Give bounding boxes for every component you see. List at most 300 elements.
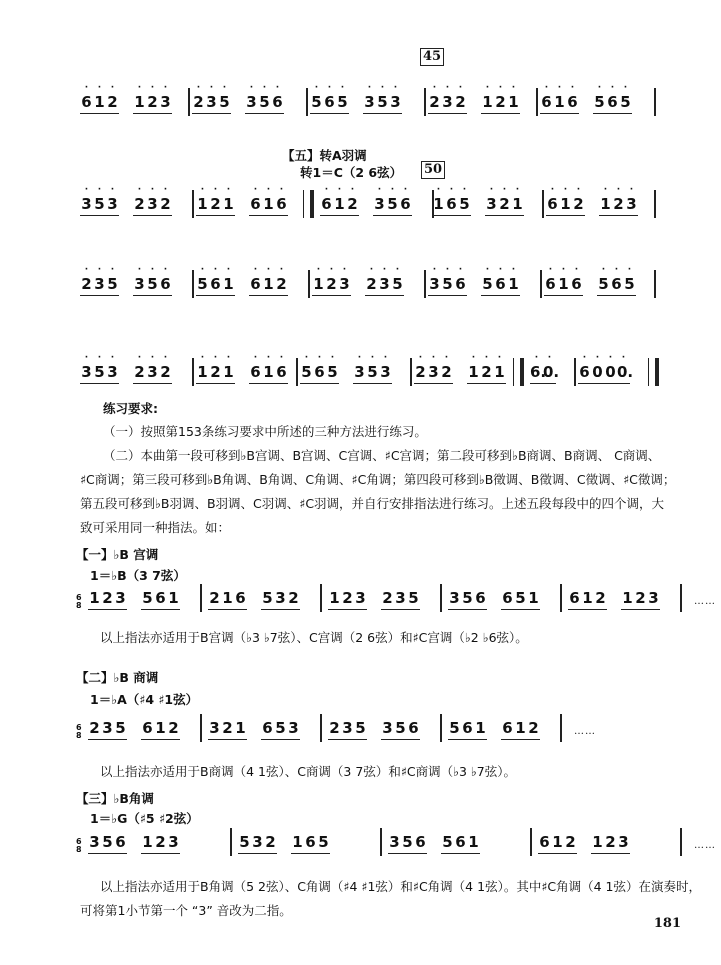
note: 1 · bbox=[558, 265, 569, 293]
beam-group bbox=[133, 83, 172, 111]
continuation: …… bbox=[694, 596, 716, 607]
note: 2 bbox=[168, 719, 179, 737]
octave-dot: · bbox=[110, 265, 115, 275]
note: 1 bbox=[292, 833, 303, 851]
beam-group bbox=[80, 185, 119, 213]
beam-group bbox=[530, 353, 560, 381]
note: 5 · bbox=[387, 185, 398, 213]
note: 3 · bbox=[134, 265, 145, 293]
octave-dot: · bbox=[163, 83, 168, 93]
note: 6 bbox=[235, 589, 246, 607]
barline bbox=[192, 190, 194, 218]
note: 3 · bbox=[390, 83, 401, 111]
note: 6 bbox=[455, 833, 466, 851]
note: 5 · bbox=[459, 185, 470, 213]
octave-dot: · bbox=[200, 353, 205, 363]
octave-dot: · bbox=[548, 265, 553, 275]
beam-group bbox=[261, 720, 300, 736]
note: 3 · bbox=[429, 265, 440, 293]
note: 2 bbox=[342, 589, 353, 607]
measure bbox=[88, 720, 194, 736]
final-barline bbox=[648, 358, 659, 386]
note: 2 · bbox=[107, 83, 118, 111]
beam-group bbox=[196, 353, 235, 381]
measure bbox=[540, 83, 646, 111]
octave-dot: · bbox=[418, 353, 423, 363]
beam-group bbox=[363, 83, 402, 111]
octave-dot: · bbox=[608, 353, 613, 363]
note: 2 · bbox=[81, 265, 92, 293]
octave-dot: · bbox=[458, 83, 463, 93]
note: 2 · bbox=[455, 83, 466, 111]
note: 1 bbox=[142, 833, 153, 851]
note: 6 bbox=[415, 833, 426, 851]
beam-group bbox=[544, 265, 583, 293]
note: 2 · bbox=[347, 185, 358, 213]
note: 5 · bbox=[624, 265, 635, 293]
note: 5 · bbox=[219, 83, 230, 111]
beam-group bbox=[80, 353, 119, 381]
beam-group bbox=[133, 185, 172, 213]
note: 2 · bbox=[613, 185, 624, 213]
measure bbox=[196, 185, 302, 213]
beam-group bbox=[291, 834, 330, 850]
octave-dot: · bbox=[342, 265, 347, 275]
octave-dot: · bbox=[515, 185, 520, 195]
beam-group bbox=[388, 834, 427, 850]
note: 0 · bbox=[605, 353, 616, 381]
octave-dot: · bbox=[449, 185, 454, 195]
note: 6 · bbox=[81, 83, 92, 111]
octave-dot: · bbox=[471, 353, 476, 363]
note: 1 · bbox=[334, 185, 345, 213]
note: 3 · bbox=[81, 353, 92, 381]
note: 3 bbox=[252, 833, 263, 851]
note: 6 · bbox=[276, 185, 287, 213]
measure bbox=[544, 265, 650, 293]
example-2-note: 以上指法亦适用于B商调（4 1弦）、C商调（3 7弦）和♯C商调（♭3 ♭7弦）。 bbox=[100, 764, 517, 779]
beam-group bbox=[353, 353, 392, 381]
octave-dot: · bbox=[97, 353, 102, 363]
note: 3 bbox=[209, 719, 220, 737]
barline bbox=[320, 584, 322, 612]
note: 2 · bbox=[134, 353, 145, 381]
note: 1 · bbox=[508, 265, 519, 293]
note: 6 · bbox=[250, 353, 261, 381]
octave-dot: · bbox=[226, 265, 231, 275]
note: 1 · bbox=[134, 83, 145, 111]
beam-group bbox=[538, 834, 577, 850]
octave-dot: · bbox=[601, 265, 606, 275]
beam-group bbox=[481, 83, 520, 111]
beam-group bbox=[467, 353, 506, 381]
beam-group bbox=[501, 590, 540, 606]
octave-dot: · bbox=[436, 185, 441, 195]
note: 3 bbox=[115, 589, 126, 607]
note: 3 bbox=[395, 589, 406, 607]
note: 3 bbox=[382, 719, 393, 737]
beam-group bbox=[238, 834, 277, 850]
note: 6 · bbox=[541, 83, 552, 111]
note: 5 · bbox=[311, 83, 322, 111]
beam-group bbox=[196, 265, 235, 293]
note: 3 bbox=[618, 833, 629, 851]
octave-dot: · bbox=[393, 83, 398, 93]
note: 6 bbox=[262, 719, 273, 737]
octave-dot: · bbox=[498, 83, 503, 93]
octave-dot: · bbox=[370, 353, 375, 363]
note: 1 · bbox=[223, 353, 234, 381]
time-signature: 6 8 bbox=[76, 837, 82, 854]
measure bbox=[414, 353, 520, 381]
octave-dot: · bbox=[445, 83, 450, 93]
note: 1 bbox=[222, 589, 233, 607]
note: 6 · bbox=[321, 185, 332, 213]
beam-group bbox=[320, 185, 359, 213]
octave-dot: · bbox=[629, 185, 634, 195]
octave-dot: · bbox=[110, 83, 115, 93]
note: 6 · bbox=[314, 353, 325, 381]
beam-group bbox=[141, 834, 180, 850]
note: 6 bbox=[502, 719, 513, 737]
note: 2 bbox=[155, 833, 166, 851]
measure bbox=[448, 720, 554, 736]
measure bbox=[80, 83, 186, 111]
measure bbox=[196, 353, 302, 381]
barline bbox=[654, 190, 656, 218]
octave-dot: · bbox=[279, 265, 284, 275]
beam-group bbox=[381, 590, 420, 606]
octave-dot: · bbox=[253, 185, 258, 195]
note: 5 · bbox=[377, 83, 388, 111]
octave-dot: · bbox=[213, 353, 218, 363]
note: 3 bbox=[89, 833, 100, 851]
note: 2 · bbox=[134, 185, 145, 213]
octave-dot: · bbox=[330, 353, 335, 363]
note: 5 · bbox=[442, 265, 453, 293]
barline bbox=[320, 714, 322, 742]
octave-dot: · bbox=[498, 265, 503, 275]
note: 5 · bbox=[197, 265, 208, 293]
octave-dot: · bbox=[621, 353, 626, 363]
barline bbox=[440, 584, 442, 612]
barline bbox=[192, 358, 194, 386]
octave-dot: · bbox=[563, 185, 568, 195]
beam-group bbox=[312, 265, 351, 293]
note: 1 · bbox=[313, 265, 324, 293]
beam-group bbox=[80, 265, 119, 293]
octave-dot: · bbox=[350, 185, 355, 195]
measure bbox=[546, 185, 652, 213]
octave-dot: · bbox=[570, 83, 575, 93]
note: 5 bbox=[442, 833, 453, 851]
beam-group bbox=[578, 353, 634, 381]
octave-dot: · bbox=[597, 83, 602, 93]
octave-dot: · bbox=[266, 265, 271, 275]
note: 6 · bbox=[495, 265, 506, 293]
measure bbox=[428, 83, 534, 111]
note: 6 bbox=[539, 833, 550, 851]
octave-dot: · bbox=[431, 353, 436, 363]
octave-dot: · bbox=[84, 185, 89, 195]
octave-dot: · bbox=[279, 185, 284, 195]
measure bbox=[388, 834, 494, 850]
beam-group bbox=[448, 720, 487, 736]
octave-dot: · bbox=[614, 265, 619, 275]
example-3-note-line-2: 可将第1小节第一个 “3” 音改为二指。 bbox=[80, 903, 292, 918]
octave-dot: · bbox=[462, 185, 467, 195]
measure bbox=[538, 834, 644, 850]
note: 5 bbox=[408, 589, 419, 607]
note: 5 bbox=[142, 589, 153, 607]
note: 5 bbox=[395, 719, 406, 737]
beam-group bbox=[133, 265, 172, 293]
note: 1 · bbox=[494, 353, 505, 381]
measure bbox=[300, 353, 406, 381]
note: 2 · bbox=[160, 353, 171, 381]
octave-dot: · bbox=[395, 265, 400, 275]
section-heading: 【五】转A羽调 bbox=[282, 148, 367, 163]
note: 3 · bbox=[364, 83, 375, 111]
beam-group bbox=[328, 720, 367, 736]
note: 2 · bbox=[499, 185, 510, 213]
beam-group bbox=[428, 83, 467, 111]
barline bbox=[424, 88, 426, 116]
barline bbox=[680, 828, 682, 856]
example-2-heading: 【二】♭B 商调 bbox=[76, 670, 159, 685]
requirements-item-2-line-3: 第五段可移到♭B羽调、B羽调、C羽调、♯C羽调，并自行安排指法进行练习。上述五段每段中的四个调，大 bbox=[80, 496, 665, 511]
note: 2 bbox=[222, 719, 233, 737]
barline bbox=[410, 358, 412, 386]
octave-dot: · bbox=[226, 353, 231, 363]
note: 5 · bbox=[598, 265, 609, 293]
octave-dot: · bbox=[502, 185, 507, 195]
note: 0. · bbox=[543, 353, 560, 381]
measure bbox=[238, 834, 344, 850]
beam-group bbox=[88, 834, 127, 850]
note: 3 · bbox=[354, 353, 365, 381]
octave-dot: · bbox=[200, 265, 205, 275]
note: 2 bbox=[595, 589, 606, 607]
octave-dot: · bbox=[316, 265, 321, 275]
beam-group bbox=[208, 590, 247, 606]
note: 6 bbox=[305, 833, 316, 851]
octave-dot: · bbox=[84, 83, 89, 93]
octave-dot: · bbox=[603, 185, 608, 195]
beam-group bbox=[485, 185, 524, 213]
barline bbox=[560, 714, 562, 742]
note: 2 bbox=[288, 589, 299, 607]
note: 3 · bbox=[374, 185, 385, 213]
note: 1 · bbox=[508, 83, 519, 111]
octave-dot: · bbox=[561, 265, 566, 275]
note: 1 bbox=[168, 589, 179, 607]
note: 1 bbox=[89, 589, 100, 607]
note: 5 bbox=[115, 719, 126, 737]
octave-dot: · bbox=[97, 185, 102, 195]
measure bbox=[320, 185, 426, 213]
example-1-key: 1＝♭B（3 7弦） bbox=[90, 568, 186, 583]
octave-dot: · bbox=[266, 353, 271, 363]
measure bbox=[88, 834, 194, 850]
continuation: …… bbox=[694, 840, 716, 851]
barline bbox=[432, 190, 434, 218]
octave-dot: · bbox=[222, 83, 227, 93]
octave-dot: · bbox=[627, 265, 632, 275]
note: 2 bbox=[265, 833, 276, 851]
note: 1 bbox=[582, 589, 593, 607]
note: 5 bbox=[462, 589, 473, 607]
repeat-start-barline bbox=[303, 190, 314, 218]
octave-dot: · bbox=[485, 265, 490, 275]
repeat-end-barline bbox=[513, 358, 524, 386]
note: 6 · bbox=[607, 83, 618, 111]
barline bbox=[188, 88, 190, 116]
note: 3 · bbox=[94, 265, 105, 293]
measure bbox=[192, 83, 298, 111]
note: 0. · bbox=[617, 353, 634, 381]
barline bbox=[306, 88, 308, 116]
example-2-key: 1＝♭A（♯4 ♯1弦） bbox=[90, 692, 199, 707]
note: 6 · bbox=[567, 83, 578, 111]
beam-group bbox=[141, 590, 180, 606]
octave-dot: · bbox=[432, 265, 437, 275]
octave-dot: · bbox=[403, 185, 408, 195]
note: 1 bbox=[235, 719, 246, 737]
note: 3 bbox=[449, 589, 460, 607]
note: 5 bbox=[102, 833, 113, 851]
octave-dot: · bbox=[279, 353, 284, 363]
beam-group bbox=[591, 834, 630, 850]
note: 6 bbox=[462, 719, 473, 737]
note: 6 · bbox=[545, 265, 556, 293]
note: 2 bbox=[89, 719, 100, 737]
note: 5 · bbox=[337, 83, 348, 111]
barline bbox=[230, 828, 232, 856]
octave-dot: · bbox=[226, 185, 231, 195]
note: 1 bbox=[592, 833, 603, 851]
measure bbox=[196, 265, 302, 293]
beam-group bbox=[381, 720, 420, 736]
note: 6 · bbox=[272, 83, 283, 111]
note: 2 · bbox=[193, 83, 204, 111]
note: 2 · bbox=[429, 83, 440, 111]
octave-dot: · bbox=[557, 83, 562, 93]
note: 2 bbox=[382, 589, 393, 607]
beam-group bbox=[88, 720, 127, 736]
octave-dot: · bbox=[582, 353, 587, 363]
note: 5 bbox=[262, 589, 273, 607]
measure bbox=[448, 590, 554, 606]
octave-dot: · bbox=[383, 353, 388, 363]
beam-group bbox=[599, 185, 638, 213]
example-3-key: 1＝♭G（♯5 ♯2弦） bbox=[90, 811, 199, 826]
barline bbox=[192, 270, 194, 298]
octave-dot: · bbox=[377, 185, 382, 195]
note: 2 · bbox=[573, 185, 584, 213]
note: 2 bbox=[102, 589, 113, 607]
beam-group bbox=[593, 83, 632, 111]
octave-dot: · bbox=[137, 83, 142, 93]
octave-dot: · bbox=[327, 83, 332, 93]
octave-dot: · bbox=[97, 265, 102, 275]
octave-dot: · bbox=[544, 83, 549, 93]
octave-dot: · bbox=[137, 353, 142, 363]
note: 3 bbox=[168, 833, 179, 851]
note: 6 · bbox=[547, 185, 558, 213]
octave-dot: · bbox=[610, 83, 615, 93]
continuation: …… bbox=[574, 726, 596, 737]
note: 6 bbox=[569, 589, 580, 607]
octave-dot: · bbox=[623, 83, 628, 93]
barline bbox=[536, 88, 538, 116]
note: 2 · bbox=[415, 353, 426, 381]
note: 5 · bbox=[94, 353, 105, 381]
beam-group bbox=[261, 590, 300, 606]
note: 6 · bbox=[446, 185, 457, 213]
octave-dot: · bbox=[367, 83, 372, 93]
note: 1 · bbox=[263, 185, 274, 213]
beam-group bbox=[245, 83, 284, 111]
note: 3 · bbox=[147, 353, 158, 381]
beam-group bbox=[481, 265, 520, 293]
barline bbox=[296, 358, 298, 386]
note: 1 bbox=[515, 719, 526, 737]
octave-dot: · bbox=[489, 185, 494, 195]
note: 2 · bbox=[160, 185, 171, 213]
octave-dot: · bbox=[390, 185, 395, 195]
note: 5 · bbox=[259, 83, 270, 111]
note: 3 · bbox=[442, 83, 453, 111]
requirements-item-1: （一）按照第153条练习要求中所述的三种方法进行练习。 bbox=[103, 424, 427, 439]
note: 3 bbox=[355, 589, 366, 607]
measure bbox=[312, 265, 418, 293]
time-signature: 6 8 bbox=[76, 723, 82, 740]
measure bbox=[432, 185, 538, 213]
note: 1 · bbox=[223, 265, 234, 293]
note: 2 · bbox=[481, 353, 492, 381]
barline bbox=[654, 88, 656, 116]
beam-group bbox=[192, 83, 231, 111]
note: 2 bbox=[329, 719, 340, 737]
beam-group bbox=[414, 353, 453, 381]
note: 1 bbox=[475, 719, 486, 737]
barline bbox=[380, 828, 382, 856]
octave-dot: · bbox=[163, 265, 168, 275]
beam-group bbox=[310, 83, 349, 111]
note: 5 bbox=[402, 833, 413, 851]
octave-dot: · bbox=[200, 185, 205, 195]
octave-dot: · bbox=[484, 353, 489, 363]
beam-group bbox=[196, 185, 235, 213]
note: 5 · bbox=[147, 265, 158, 293]
note: 1 · bbox=[482, 83, 493, 111]
note: 5 · bbox=[107, 265, 118, 293]
octave-dot: · bbox=[547, 353, 552, 363]
barline bbox=[530, 828, 532, 856]
note: 5 · bbox=[392, 265, 403, 293]
note: 1 · bbox=[560, 185, 571, 213]
measure bbox=[88, 590, 194, 606]
barline bbox=[654, 270, 656, 298]
octave-dot: · bbox=[163, 185, 168, 195]
octave-dot: · bbox=[324, 185, 329, 195]
octave-dot: · bbox=[137, 265, 142, 275]
octave-dot: · bbox=[534, 353, 539, 363]
octave-dot: · bbox=[458, 265, 463, 275]
beam-group bbox=[133, 353, 172, 381]
note: 3 · bbox=[379, 265, 390, 293]
